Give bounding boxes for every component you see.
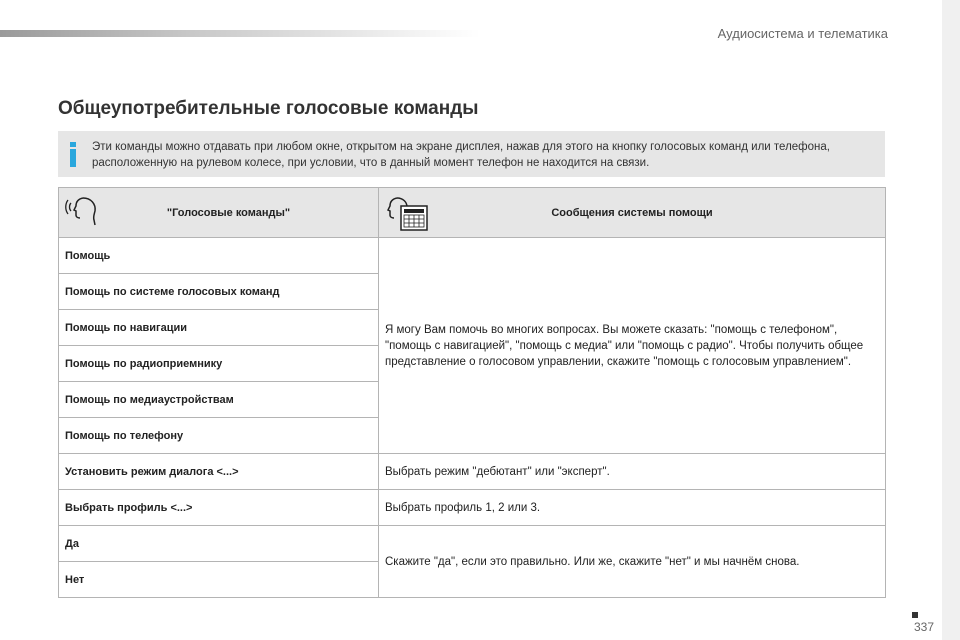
command-yes: Да [59,526,379,562]
command-no: Нет [59,562,379,598]
speaking-head-icon [63,194,99,231]
command-help-voice: Помощь по системе голосовых команд [59,274,379,310]
header-messages [379,188,886,238]
voice-commands-table [58,187,886,598]
header-commands-label: "Голосовые команды" [166,206,291,219]
header-gradient-bar [0,30,480,37]
response-yes-no: Скажите "да", если это правильно. Или же, скажите "нет" и мы начнём снова. [379,526,886,598]
page-edge [942,0,960,640]
header-messages-label: Сообщения системы помощи [551,206,713,219]
header-commands [59,188,379,238]
response-help: Я могу Вам помочь во многих вопросах. Вы можете сказать: "помощь с телефоном", "помощь с навигацией", "помощь с медиа" или "помощь с радио". Чтобы получить общее представление о голосовом управлении, скажите "помощь с голосовым управлением". [379,238,886,454]
command-help-radio: Помощь по радиоприемнику [59,346,379,382]
section-title: Аудиосистема и телематика [717,26,888,41]
command-profile: Выбрать профиль <...> [59,490,379,526]
page-number: 337 [913,620,934,634]
command-help-phone: Помощь по телефону [59,418,379,454]
response-dialog-mode: Выбрать режим "дебютант" или "эксперт". [379,454,886,490]
command-dialog-mode: Установить режим диалога <...> [59,454,379,490]
info-note [58,131,885,177]
page-title: Общеупотребительные голосовые команды [58,98,479,119]
command-help: Помощь [59,238,379,274]
info-icon [70,142,76,167]
info-text: Эти команды можно отдавать при любом окне, открытом на экране дисплея, нажав для этого на кнопку голосовых команд или телефона, расположенную на рулевом колесе, при условии, что в данный момент телефон не находится на связи. [92,141,830,169]
response-profile: Выбрать профиль 1, 2 или 3. [379,490,886,526]
page-marker [912,612,918,618]
command-help-nav: Помощь по навигации [59,310,379,346]
head-with-display-icon [383,194,431,237]
command-help-media: Помощь по медиаустройствам [59,382,379,418]
